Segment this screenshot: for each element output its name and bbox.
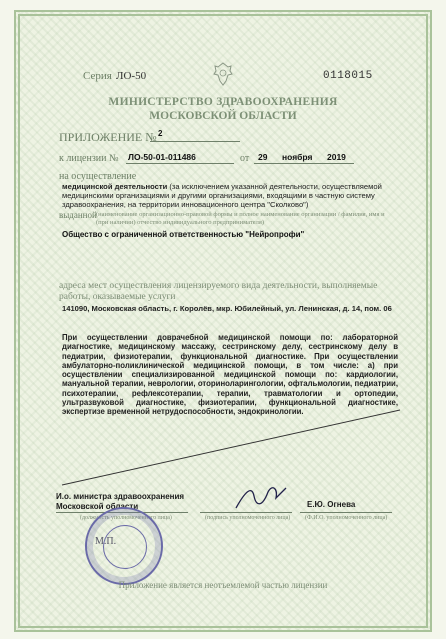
- form-number: 0118015: [323, 70, 373, 82]
- issued-label: выданной: [59, 210, 97, 220]
- name-underline: [300, 512, 392, 513]
- ministry-line-1: МИНИСТЕРСТВО ЗДРАВООХРАНЕНИЯ: [108, 96, 338, 108]
- address-label: адреса мест осуществления лицензируемого вида деятельности, выполняемые работы, оказываемые услуги: [59, 281, 378, 302]
- position-caption: (должность уполномоченного лица): [80, 515, 172, 521]
- series-label: Серия: [83, 70, 112, 82]
- services-description: При осуществлении доврачебной медицинской помощи по: лабораторной диагностике, медицинскому массажу, сестринскому делу, сестринскому делу в педиатрии, физиотерапии, функциональной диагностике. При осуществлении амбулаторно-поликлинической медицинской помощи, в том числе: а) при осуществлении специализированной медицинской помощи по: кардиологии, мануальной терапии, неврологии, оториноларингологии, офтальмологии, педиатрии, психотерапии, рефлексотерапии, терапии, травматологии и ортопедии, ультразвуковой диагностике, физиотерапии, функциональной диагностике, экспертизе временной нетрудоспособности, эндокринологии.: [62, 333, 398, 417]
- date-month: ноября: [282, 152, 313, 162]
- appendix-label: ПРИЛОЖЕНИЕ №: [59, 130, 157, 144]
- address-value: 141090, Московская область, г. Королёв, мкр. Юбилейный, ул. Ленинская, д. 14, пом. 06: [62, 304, 392, 313]
- date-from-label: от: [240, 153, 250, 164]
- date-day: 29: [258, 152, 268, 162]
- signatory-name: Е.Ю. Огнева: [307, 500, 356, 509]
- signature-caption: (подпись уполномоченного лица): [205, 515, 291, 521]
- activity-value: медицинской деятельности (за исключением указанной деятельности, осуществляемой медицинскими организациями и другими организациями, входящими в частную систему здравоохранения, на территории инновационного центра "Сколково"): [62, 182, 382, 210]
- appendix-number: 2: [158, 129, 163, 138]
- footer-note: Приложение является неотъемлемой частью лицензии: [118, 580, 328, 590]
- date-year: 2019: [327, 152, 346, 162]
- license-label: к лицензии №: [59, 153, 119, 164]
- issued-organization: Общество с ограниченной ответственностью "Нейропрофи": [62, 230, 305, 239]
- mp-label: М.П.: [95, 536, 117, 547]
- activity-label: на осуществление: [59, 171, 137, 182]
- name-caption: (Ф.И.О. уполномоченного лица): [305, 515, 388, 521]
- series-value: ЛО-50: [116, 70, 147, 82]
- issued-caption: (наименование организационно-правовой формы и полное наименование организации / фамилия, имя и (при наличии) отчество индивидуального предпринимателя): [96, 211, 385, 226]
- ministry-line-2: МОСКОВСКОЙ ОБЛАСТИ: [149, 110, 297, 122]
- license-number: ЛО-50-01-011486: [128, 152, 196, 162]
- signature-underline: [200, 512, 292, 513]
- signatory-position: И.о. министра здравоохранения Московской области: [56, 492, 185, 511]
